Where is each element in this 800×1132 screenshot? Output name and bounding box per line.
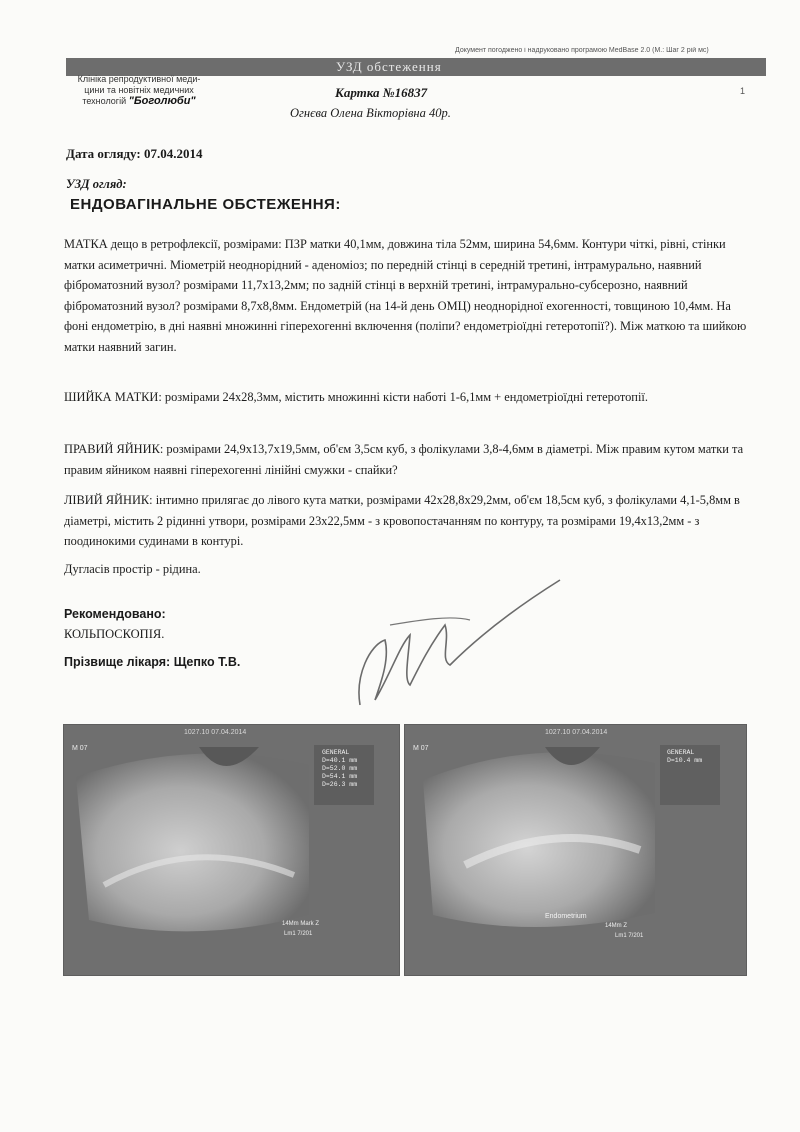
- recommendation-value: КОЛЬПОСКОПІЯ.: [64, 627, 165, 641]
- ultrasound-image-left: [63, 724, 400, 976]
- ultrasound-left-marker-2: Lm1 7/201: [284, 931, 313, 937]
- doctor-label: Прізвище лікаря:: [64, 655, 171, 669]
- doctor-signature: [330, 565, 580, 725]
- clinic-line-3: [64, 96, 214, 107]
- measurement-row: GENERAL: [322, 749, 350, 756]
- card-number: Картка №16837: [335, 85, 428, 100]
- ultrasound-right-marker-2: Lm1 7/201: [615, 933, 644, 939]
- measurement-row: D=26.3 mm: [322, 781, 358, 788]
- doctor-line: [64, 655, 240, 669]
- measurement-row: D=54.1 mm: [322, 773, 358, 780]
- clinic-line-2: цини та новітніх медичних: [84, 85, 194, 95]
- measurement-row: GENERAL: [667, 749, 695, 756]
- ultrasound-left-marker-1: 14Mm Mark Z: [282, 921, 320, 927]
- finding-douglas-space: Дугласів простір - рідина.: [64, 562, 201, 576]
- finding-cervix: ШИЙКА МАТКИ: розмірами 24х28,3мм, містить множинні кісти наботі 1-6,1мм + ендометріоїдні гетеротопії.: [64, 390, 648, 404]
- measurement-row: D=40.1 mm: [322, 757, 358, 764]
- header-band-title: УЗД обстеження: [336, 59, 442, 74]
- patient-name: Огнєва Олена Вікторівна 40р.: [290, 106, 451, 120]
- clinic-name: [64, 74, 214, 107]
- clinic-line-3-prefix: технологій: [82, 96, 127, 106]
- page-number: 1: [740, 86, 746, 96]
- doctor-name: Щепко Т.В.: [173, 655, 241, 669]
- measurement-row: D=10.4 mm: [667, 757, 703, 764]
- exam-date-label: Дата огляду:: [66, 146, 141, 161]
- ultrasound-left-header: 1027.10 07.04.2014: [184, 729, 247, 736]
- exam-date: [66, 146, 202, 162]
- measurement-row: D=52.0 mm: [322, 765, 358, 772]
- ultrasound-right-measurements: [667, 749, 702, 765]
- ultrasound-right-label: Endometrium: [545, 913, 587, 920]
- finding-left-ovary: ЛІВИЙ ЯЙНИК: інтимно прилягає до лівого кута матки, розмірами 42х28,8х29,2мм, об'єм 18,5см куб, з фолікулами 4,1-5,8мм в діаметрі, містить 2 рідинні утвори, розмірами 23х22,5мм - з кровопостачанням по контуру, та розмірами 19,4х13,2мм - з поодинокими судинами в контурі.: [64, 493, 740, 549]
- clinic-brand: "Боголюби": [128, 95, 196, 107]
- ultrasound-right-marker-1: 14Mm Z: [605, 923, 628, 929]
- clinic-line-1: Клініка репродуктивної меди-: [77, 74, 201, 84]
- ultrasound-right-depth: M 07: [413, 745, 429, 752]
- section-title: ЕНДОВАГІНАЛЬНЕ ОБСТЕЖЕННЯ:: [70, 196, 341, 213]
- finding-uterus: МАТКА дещо в ретрофлексії, розмірами: ПЗР матки 40,1мм, довжина тіла 52мм, ширина 54,6мм. Контури чіткі, рівні, стінки матки асиметричні. Міометрій неоднорідний - аденоміоз; по передній стінці в середній третині, інтрамурально, наявний фіброматозний вузол? розмірами 11,7х13,2мм; по задній стінці в верхній третині, інтрамурально-субсерозно, наявний фіброматозний вузол? розмірами 8,7х8,8мм. Ендометрій (на 14-й день ОМЦ) неоднорідної ехогенності, товщиною 10,4мм. На фоні ендометрію, в дні наявні множинні гіперехогенні включення (поліпи? ендометріоїдні гетеротопії?). Між маткою та шийкою матки наявний загин.: [64, 237, 747, 354]
- uzd-label: УЗД огляд:: [66, 177, 127, 191]
- finding-right-ovary: ПРАВИЙ ЯЙНИК: розмірами 24,9х13,7х19,5мм, об'єм 3,5см куб, з фолікулами 3,8-4,6мм в діаметрі. Між правим кутом матки та правим яйником наявні гіперехогенні лінійні смужки - спайки?: [64, 442, 744, 477]
- ultrasound-right-header: 1027.10 07.04.2014: [545, 729, 608, 736]
- header-footnote: Документ погоджено і надруковано програмою MedBase 2.0 (М.: Шаг 2 рій мс): [455, 47, 709, 54]
- ultrasound-left-depth: M 07: [72, 745, 88, 752]
- exam-date-value: 07.04.2014: [143, 146, 203, 161]
- ultrasound-left-measurements: [322, 749, 357, 789]
- recommendation-label: Рекомендовано:: [64, 607, 166, 621]
- ultrasound-image-right: [404, 724, 747, 976]
